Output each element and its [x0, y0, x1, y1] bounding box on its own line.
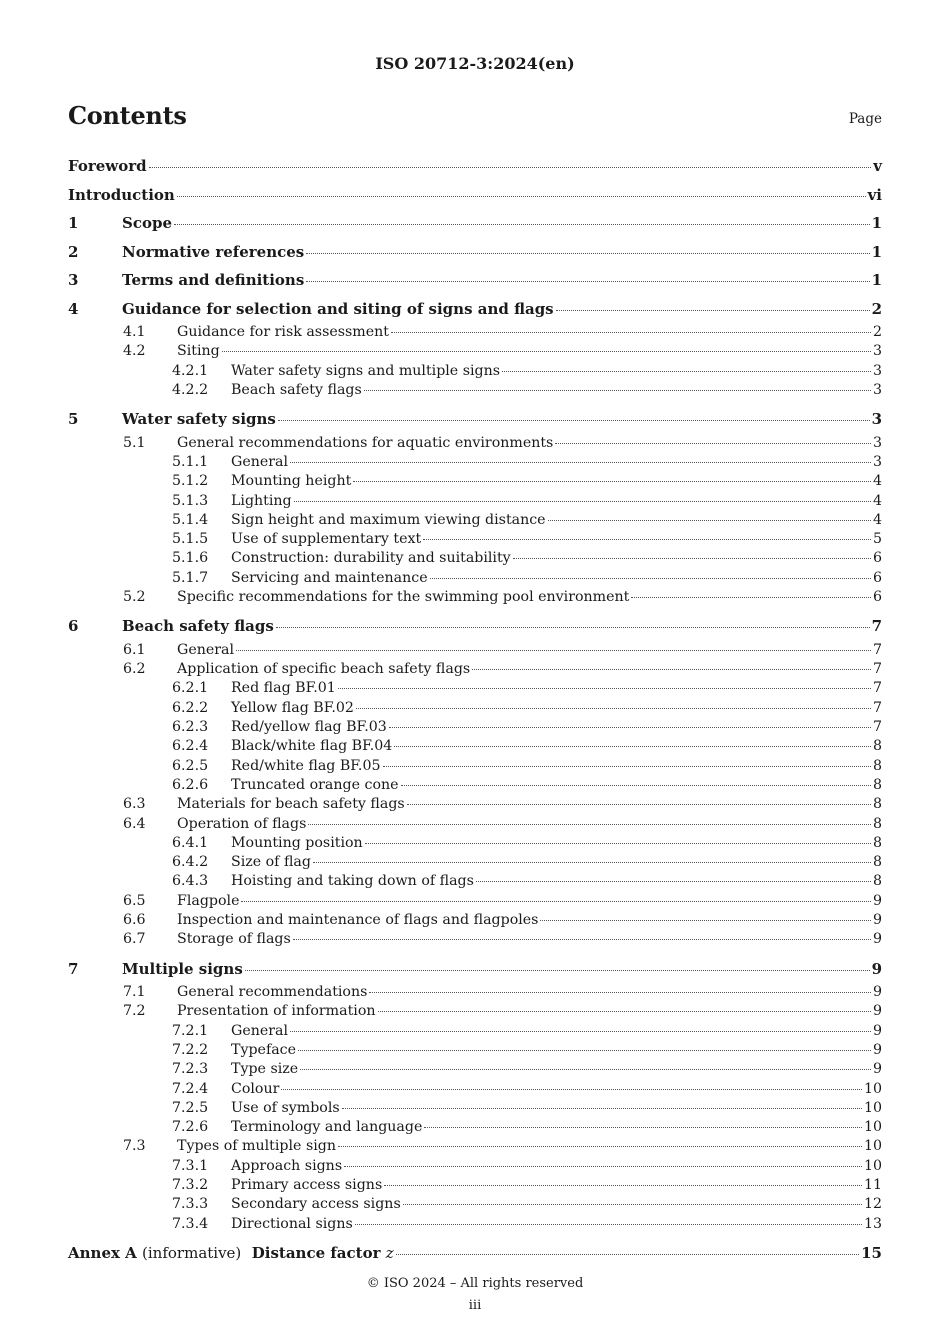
- toc-entry-title: Servicing and maintenance: [231, 569, 428, 586]
- toc-entry-title: Yellow flag BF.02: [231, 699, 354, 716]
- toc-entry-page: 9: [872, 1061, 882, 1078]
- dot-leader: [424, 1127, 862, 1128]
- toc-entry-number: 1: [68, 214, 79, 232]
- dot-leader: [222, 351, 871, 352]
- toc-entry[interactable]: [68, 930, 882, 949]
- dot-leader: [241, 901, 870, 902]
- toc-entry-title: Specific recommendations for the swimming pool environment: [177, 589, 630, 606]
- toc-entry-title: Water safety signs and multiple signs: [231, 362, 501, 379]
- toc-entry-page: 4: [872, 473, 882, 490]
- toc-entry-page: 10: [863, 1099, 882, 1116]
- toc-entry-page: 8: [872, 854, 882, 871]
- toc-entry-title: General: [177, 641, 235, 658]
- toc-entry-number: 6.2: [123, 661, 146, 678]
- toc-entry-page: 9: [872, 931, 882, 948]
- toc-entry[interactable]: [68, 1118, 882, 1137]
- annex-title-group: [68, 1239, 394, 1268]
- toc-entry[interactable]: [68, 612, 882, 641]
- toc-entry[interactable]: [68, 381, 882, 400]
- dot-leader: [342, 1108, 862, 1109]
- toc-entry-number: 7.2.6: [172, 1119, 209, 1136]
- toc-entry-number: 5.1: [123, 434, 146, 451]
- toc-entry-number: 7.3.2: [172, 1177, 209, 1194]
- toc-entry-title: Colour: [231, 1080, 280, 1097]
- toc-entry-title: Multiple signs: [122, 959, 243, 978]
- toc-entry-page: 6: [872, 569, 882, 586]
- toc-entry-page: 7: [872, 661, 882, 678]
- toc-entry[interactable]: [68, 776, 882, 795]
- dot-leader: [338, 1146, 862, 1147]
- dot-leader: [276, 627, 870, 628]
- toc-entry-page: 3: [872, 343, 882, 360]
- toc-entry[interactable]: [68, 1099, 882, 1118]
- toc-entry[interactable]: [68, 152, 882, 181]
- toc-entry-page: vi: [867, 185, 882, 204]
- dot-leader: [236, 650, 871, 651]
- toc-entry-number: 7.3.3: [172, 1196, 209, 1213]
- toc-entry-number: 6.5: [123, 892, 146, 909]
- toc-entry-page: 7: [872, 680, 882, 697]
- toc-entry[interactable]: [68, 238, 882, 267]
- toc-entry-page: 7: [872, 699, 882, 716]
- toc-entry-page: 2: [872, 324, 882, 340]
- toc-entry-number: 5.1.2: [172, 473, 209, 490]
- dot-leader: [548, 520, 871, 521]
- toc-entry-number: 6.2.4: [172, 738, 209, 755]
- toc-entry-title: Mounting height: [231, 473, 352, 490]
- toc-entry-number: 5.2: [123, 589, 146, 606]
- toc-entry-title: General: [231, 1022, 289, 1039]
- dot-leader: [476, 881, 871, 882]
- toc-entry-title: Directional signs: [231, 1215, 353, 1232]
- toc-entry-title: Water safety signs: [122, 410, 276, 429]
- toc-entry-page: 8: [872, 834, 882, 851]
- toc-entry-page: 4: [872, 511, 882, 528]
- dot-leader: [294, 501, 871, 502]
- toc-entry-title: Flagpole: [177, 892, 240, 909]
- toc-entry[interactable]: [68, 492, 882, 511]
- dot-leader: [378, 1011, 871, 1012]
- toc-entry-number: 6.7: [123, 931, 146, 948]
- toc-entry-number: 4.1: [123, 324, 146, 340]
- toc-entry-title: Use of supplementary text: [231, 531, 422, 548]
- toc-entry-page: 3: [872, 434, 882, 451]
- toc-entry-number: 5.1.5: [172, 531, 209, 548]
- toc-entry-number: 6.4: [123, 815, 146, 832]
- toc-entry[interactable]: [68, 549, 882, 568]
- toc-entry-title: Truncated orange cone: [231, 776, 399, 793]
- toc-entry[interactable]: [68, 209, 882, 238]
- toc-entry[interactable]: [68, 1041, 882, 1060]
- toc-entry[interactable]: [68, 737, 882, 756]
- toc-entry-page: 6: [872, 589, 882, 606]
- toc-entry-title: Approach signs: [231, 1157, 343, 1174]
- document-id-header: ISO 20712-3:2024(en): [375, 54, 575, 73]
- toc-entry[interactable]: [68, 699, 882, 718]
- toc-entry-page: 11: [863, 1177, 882, 1194]
- toc-entry[interactable]: [68, 815, 882, 834]
- toc-entry-number: 6.2.1: [172, 680, 209, 697]
- toc-entry-number: 6.3: [123, 796, 146, 813]
- toc-entry-title: Terminology and language: [231, 1119, 423, 1136]
- dot-leader: [308, 824, 871, 825]
- toc-entry[interactable]: [68, 530, 882, 549]
- toc-entry[interactable]: [68, 1157, 882, 1176]
- toc-entry[interactable]: [68, 323, 882, 342]
- toc-entry-number: 7.3.1: [172, 1157, 209, 1174]
- toc-entry-number: 2: [68, 242, 79, 261]
- toc-entry[interactable]: [68, 569, 882, 588]
- dot-leader: [423, 539, 871, 540]
- dot-leader: [245, 970, 870, 971]
- toc-entry-title: Red/white flag BF.05: [231, 757, 381, 774]
- dot-leader: [396, 1254, 859, 1255]
- toc-entry[interactable]: [68, 295, 882, 324]
- toc-entry-page: 9: [872, 1003, 882, 1020]
- toc-entry-annex[interactable]: [68, 1239, 882, 1268]
- toc-entry-number: 6.2.2: [172, 699, 209, 716]
- dot-leader: [631, 597, 871, 598]
- toc-entry-page: 1: [871, 271, 882, 289]
- toc-entry-number: 7.1: [123, 984, 146, 1001]
- dot-leader: [384, 1185, 862, 1186]
- toc-entry-page: 9: [872, 892, 882, 909]
- toc-entry-title: Scope: [122, 214, 173, 232]
- toc-entry[interactable]: [68, 1137, 882, 1156]
- toc-entry-number: 7: [68, 959, 79, 978]
- dot-leader: [356, 708, 871, 709]
- toc-entry[interactable]: [68, 511, 882, 530]
- toc-entry-number: 5: [68, 410, 79, 429]
- page-column-label: Page: [848, 111, 882, 127]
- toc-entry-page: 15: [861, 1243, 882, 1262]
- toc-entry[interactable]: [68, 181, 882, 210]
- toc-entry-page: 10: [863, 1138, 882, 1155]
- dot-leader: [298, 1050, 871, 1051]
- toc-entry[interactable]: [68, 718, 882, 737]
- toc-entry-title: Guidance for risk assessment: [177, 324, 389, 340]
- toc-entry-title: Beach safety flags: [231, 381, 362, 398]
- toc-entry[interactable]: [68, 911, 882, 930]
- toc-entry-title: Presentation of information: [177, 1003, 376, 1020]
- dot-leader: [290, 462, 871, 463]
- dot-leader: [353, 481, 871, 482]
- toc-entry-title: Construction: durability and suitability: [231, 550, 511, 567]
- dot-leader: [407, 804, 871, 805]
- toc-entry-number: 6.2.3: [172, 719, 209, 736]
- toc-entry-page: 8: [872, 796, 882, 813]
- toc-entry-title: Introduction: [68, 185, 175, 204]
- dot-leader: [355, 1224, 862, 1225]
- toc-entry-number: 7.2.5: [172, 1099, 209, 1116]
- toc-entry[interactable]: [68, 266, 882, 295]
- toc-entry-number: 5.1.7: [172, 569, 209, 586]
- toc-entry-title: Sign height and maximum viewing distance: [231, 511, 546, 528]
- toc-entry-page: v: [873, 157, 882, 175]
- toc-entry-title: Siting: [177, 343, 220, 360]
- toc-entry-title: Black/white flag BF.04: [231, 738, 393, 755]
- toc-entry-title: Inspection and maintenance of flags and flagpoles: [177, 912, 539, 929]
- toc-entry[interactable]: [68, 1215, 882, 1234]
- toc-entry-page: 10: [863, 1080, 882, 1097]
- toc-entry[interactable]: [68, 1080, 882, 1099]
- toc-entry[interactable]: [68, 757, 882, 776]
- toc-entry-title: Operation of flags: [177, 815, 307, 832]
- toc-entry-page: 9: [872, 1022, 882, 1039]
- toc-entry-title: Secondary access signs: [231, 1196, 401, 1213]
- toc-entry-number: 5.1.3: [172, 492, 209, 509]
- toc-entry-number: 7.3.4: [172, 1215, 209, 1232]
- toc-entry[interactable]: [68, 1022, 882, 1041]
- toc-entry-page: 9: [872, 984, 882, 1001]
- toc-entry-page: 3: [871, 410, 882, 429]
- annex-label: Annex A: [68, 1243, 137, 1262]
- toc-entry[interactable]: [68, 453, 882, 472]
- toc-entry-title: Materials for beach safety flags: [177, 796, 405, 813]
- toc-entry-page: 8: [872, 738, 882, 755]
- toc-entry-page: 13: [863, 1215, 882, 1232]
- copyright-footer: © ISO 2024 – All rights reserved: [366, 1276, 584, 1291]
- toc-entry-title: Hoisting and taking down of flags: [231, 873, 474, 890]
- toc-entry-page: 10: [863, 1119, 882, 1136]
- toc-entry-title: Red/yellow flag BF.03: [231, 719, 387, 736]
- toc-entry[interactable]: [68, 872, 882, 891]
- toc-entry-title: Beach safety flags: [122, 617, 274, 636]
- dot-leader: [555, 443, 871, 444]
- toc-entry[interactable]: [68, 679, 882, 698]
- toc-entry-page: 3: [872, 362, 882, 379]
- toc-entry-number: 4.2: [123, 343, 146, 360]
- toc-entry-number: 3: [68, 271, 79, 289]
- toc-entry[interactable]: [68, 660, 882, 679]
- dot-leader: [540, 920, 871, 921]
- toc-entry-number: 6.6: [123, 912, 146, 929]
- toc-entry-page: 1: [871, 242, 882, 261]
- dot-leader: [278, 420, 870, 421]
- toc-entry-title: Lighting: [231, 492, 292, 509]
- toc-entry-number: 5.1.6: [172, 550, 209, 567]
- toc-entry[interactable]: [68, 1195, 882, 1214]
- toc-entry-page: 9: [872, 912, 882, 929]
- toc-entry-page: 8: [872, 815, 882, 832]
- toc-entry-number: 5.1.1: [172, 453, 209, 470]
- dot-leader: [513, 558, 871, 559]
- toc-entry-title: Types of multiple sign: [177, 1138, 336, 1155]
- toc-entry[interactable]: [68, 955, 882, 984]
- dot-leader: [149, 167, 872, 168]
- dot-leader: [338, 688, 871, 689]
- toc-entry-title: Application of specific beach safety flags: [177, 661, 471, 678]
- toc-entry-title: Foreword: [68, 157, 147, 175]
- toc-entry-title: Size of flag: [231, 854, 311, 871]
- toc-entry-page: 8: [872, 757, 882, 774]
- dot-leader: [281, 1089, 862, 1090]
- toc-entry-title: General recommendations: [177, 984, 368, 1001]
- dot-leader: [300, 1069, 871, 1070]
- dot-leader: [401, 785, 871, 786]
- toc-entry-title: Mounting position: [231, 834, 363, 851]
- toc-entry-number: 7.2.1: [172, 1022, 209, 1039]
- toc-entry-title: Red flag BF.01: [231, 680, 336, 697]
- toc-entry-page: 5: [872, 531, 882, 548]
- toc-entry[interactable]: [68, 472, 882, 491]
- toc-entry[interactable]: [68, 795, 882, 814]
- toc-entry-number: 6.1: [123, 641, 146, 658]
- toc-entry-page: 2: [871, 299, 882, 318]
- toc-entry[interactable]: [68, 342, 882, 361]
- toc-entry-title: Normative references: [122, 242, 305, 261]
- toc-entry-number: 4.2.1: [172, 362, 209, 379]
- toc-entry-number: 6.4.1: [172, 834, 209, 851]
- page-number: iii: [468, 1298, 482, 1313]
- toc-entry-number: 4: [68, 299, 79, 318]
- dot-leader: [556, 310, 870, 311]
- contents-title: Contents: [68, 101, 187, 130]
- annex-title: Distance factor: [251, 1243, 381, 1262]
- toc-entry-page: 7: [871, 617, 882, 636]
- toc-entry-page: 9: [872, 1042, 882, 1058]
- dot-leader: [177, 196, 866, 197]
- dot-leader: [306, 281, 869, 282]
- toc-entry-title: Typeface: [231, 1042, 297, 1058]
- toc-entry-title: General recommendations for aquatic environments: [177, 434, 554, 451]
- dot-leader: [174, 224, 870, 225]
- toc-entry-page: 3: [872, 453, 882, 470]
- dot-leader: [403, 1204, 862, 1205]
- toc-entry-page: 12: [863, 1196, 882, 1213]
- toc-entry-page: 1: [871, 214, 882, 232]
- toc-entry-title: Storage of flags: [177, 931, 291, 948]
- toc-entry-title: Guidance for selection and siting of signs and flags: [122, 299, 554, 318]
- toc-entry-page: 4: [872, 492, 882, 509]
- table-of-contents: [68, 152, 882, 1267]
- dot-leader: [290, 1031, 871, 1032]
- toc-entry-number: 6.2.5: [172, 757, 209, 774]
- toc-entry[interactable]: [68, 362, 882, 381]
- toc-entry[interactable]: [68, 641, 882, 660]
- dot-leader: [394, 746, 871, 747]
- dot-leader: [391, 332, 871, 333]
- toc-entry-page: 7: [872, 719, 882, 736]
- annex-kind: (informative): [142, 1243, 242, 1262]
- toc-entry-title: Use of symbols: [231, 1099, 340, 1116]
- dot-leader: [472, 669, 871, 670]
- toc-entry[interactable]: [68, 1176, 882, 1195]
- dot-leader: [293, 939, 871, 940]
- toc-entry[interactable]: [68, 434, 882, 453]
- dot-leader: [383, 766, 871, 767]
- dot-leader: [364, 390, 871, 391]
- toc-entry-number: 6.4.3: [172, 873, 209, 890]
- toc-entry-title: Terms and definitions: [122, 271, 305, 289]
- toc-entry[interactable]: [68, 588, 882, 607]
- toc-entry[interactable]: [68, 892, 882, 911]
- toc-entry-number: 4.2.2: [172, 381, 209, 398]
- toc-entry-number: 6.4.2: [172, 854, 209, 871]
- dot-leader: [502, 371, 871, 372]
- toc-entry-number: 7.2.3: [172, 1061, 209, 1078]
- toc-entry[interactable]: [68, 1060, 882, 1079]
- dot-leader: [369, 992, 871, 993]
- toc-entry-page: 10: [863, 1157, 882, 1174]
- dot-leader: [365, 843, 871, 844]
- toc-entry-title: General: [231, 453, 289, 470]
- annex-variable: z: [385, 1243, 394, 1262]
- toc-entry-page: 9: [871, 959, 882, 978]
- toc-entry-title: Primary access signs: [231, 1177, 383, 1194]
- toc-entry-page: 6: [872, 550, 882, 567]
- toc-entry-title: Type size: [231, 1061, 299, 1078]
- toc-entry-number: 7.2: [123, 1003, 146, 1020]
- toc-entry-page: 8: [872, 776, 882, 793]
- toc-entry-page: 3: [872, 381, 882, 398]
- dot-leader: [430, 578, 871, 579]
- toc-entry[interactable]: [68, 983, 882, 1002]
- dot-leader: [344, 1166, 862, 1167]
- dot-leader: [306, 253, 869, 254]
- toc-entry-number: 7.2.4: [172, 1080, 209, 1097]
- toc-entry-number: 5.1.4: [172, 511, 209, 528]
- toc-entry[interactable]: [68, 853, 882, 872]
- toc-entry-number: 6: [68, 617, 79, 636]
- dot-leader: [313, 862, 871, 863]
- dot-leader: [389, 727, 871, 728]
- toc-entry-page: 7: [872, 641, 882, 658]
- toc-entry-number: 7.3: [123, 1138, 146, 1155]
- toc-entry[interactable]: [68, 834, 882, 853]
- toc-entry-page: 8: [872, 873, 882, 890]
- toc-entry-number: 6.2.6: [172, 776, 209, 793]
- toc-entry[interactable]: [68, 405, 882, 434]
- toc-entry[interactable]: [68, 1002, 882, 1021]
- toc-entry-number: 7.2.2: [172, 1042, 209, 1058]
